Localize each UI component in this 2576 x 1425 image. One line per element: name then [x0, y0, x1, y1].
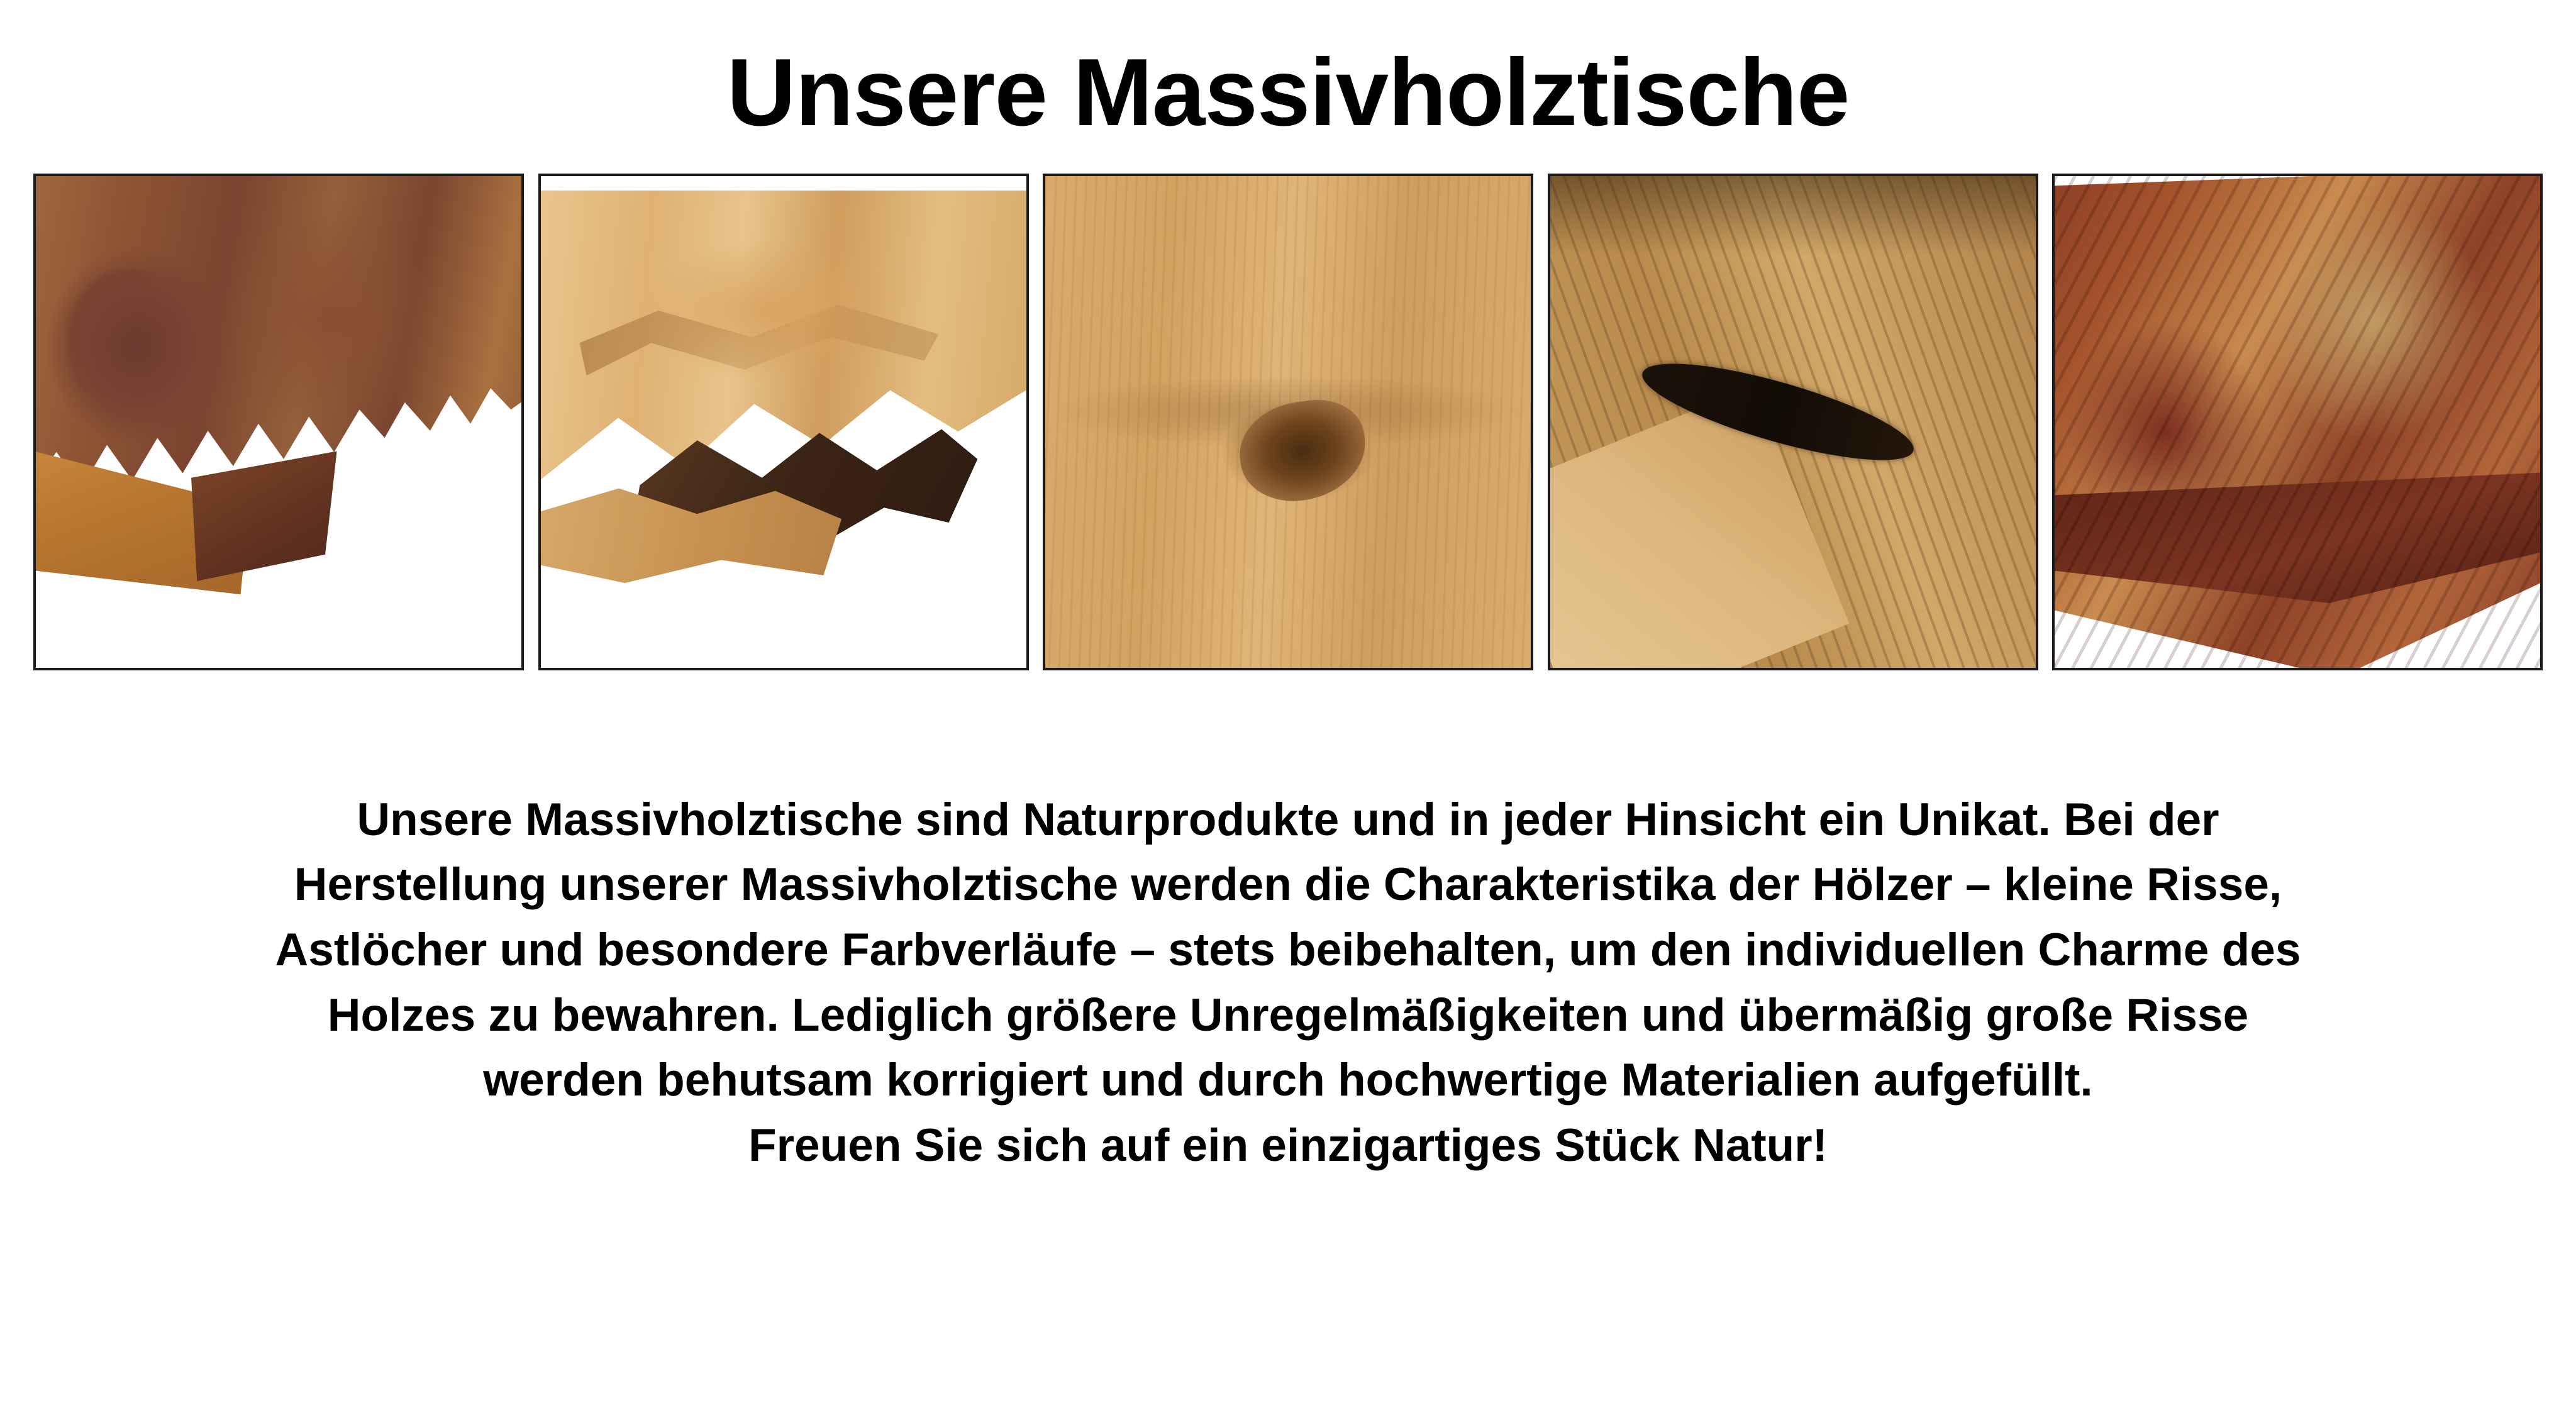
description-line: werden behutsam korrigiert und durch hochwertige Materialien aufgefüllt.: [483, 1055, 2093, 1106]
gallery-image-4: [1548, 174, 2038, 670]
wood-grain-overlay: [2055, 176, 2540, 668]
description-line: Unsere Massivholztische sind Naturprodukte und in jeder Hinsicht ein Unikat. Bei der: [357, 794, 2219, 845]
page-title: Unsere Massivholztische: [726, 39, 1850, 146]
description-line: Holzes zu bewahren. Lediglich größere Unregelmäßigkeiten und übermäßig große Risse: [327, 989, 2249, 1041]
description-line: Freuen Sie sich auf ein einzigartiges Stück Natur!: [748, 1119, 1828, 1171]
image-gallery: [33, 174, 2543, 670]
gallery-image-3: [1043, 174, 1533, 670]
description-text: [62, 787, 2514, 1178]
wood-edge-shadow-shape: [191, 452, 337, 599]
description-line: Herstellung unserer Massivholztische werden die Charakteristika der Hölzer – kleine Risse,: [294, 859, 2282, 911]
description-line: Astlöcher und besondere Farbverläufe – stets beibehalten, um den individuellen Charme des: [275, 924, 2301, 975]
wood-shadow-band: [1550, 176, 2036, 255]
gallery-image-2: [538, 174, 1029, 670]
gallery-image-1: [33, 174, 524, 670]
gallery-image-5: [2052, 174, 2543, 670]
